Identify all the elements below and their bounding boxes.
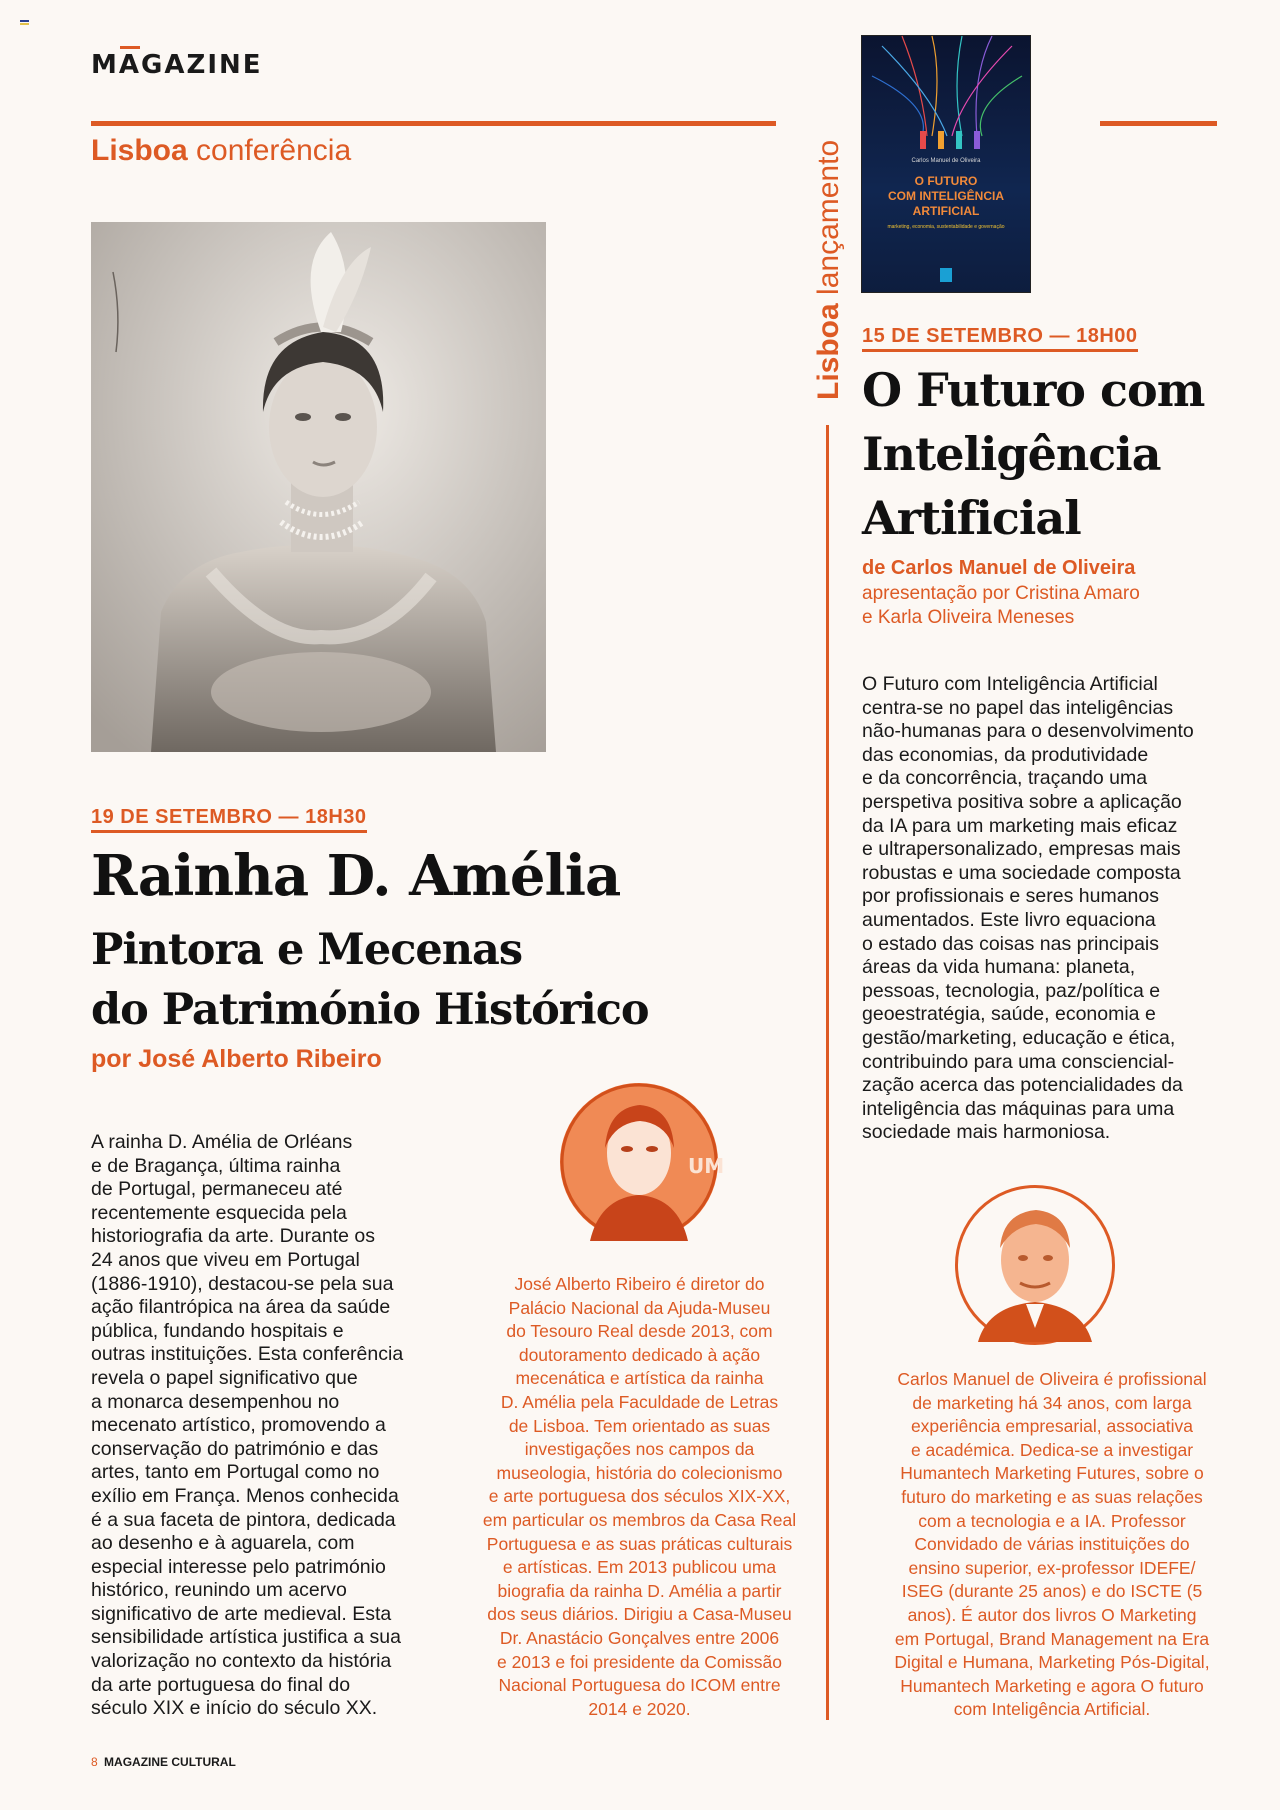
bio-line: Humantech Marketing e agora O futuro bbox=[900, 1675, 1204, 1696]
bio-line: Humantech Marketing Futures, sobre o bbox=[900, 1463, 1204, 1484]
description-line: zação acerca das potencialidades da bbox=[862, 1074, 1183, 1097]
section-city: Lisboa bbox=[812, 303, 845, 400]
description-line: século XIX e início do século XX. bbox=[91, 1697, 378, 1720]
book-cover-title-line: ARTIFICIAL bbox=[912, 204, 980, 218]
presenters-line: apresentação por Cristina Amaro bbox=[862, 583, 1140, 604]
description-line: outras instituições. Esta conferência bbox=[91, 1343, 404, 1366]
bio-line: mecenática e artística da rainha bbox=[515, 1368, 764, 1389]
bio-line: do Tesouro Real desde 2013, com bbox=[506, 1321, 773, 1342]
bio-line: ensino superior, ex-professor IDEFE/ bbox=[908, 1557, 1196, 1578]
bio-line: D. Amélia pela Faculdade de Letras bbox=[500, 1391, 779, 1412]
author-bio bbox=[857, 1368, 1247, 1722]
description-line: significativo de arte medieval. Esta bbox=[91, 1602, 392, 1625]
section-city: Lisboa bbox=[91, 134, 188, 167]
portrait-photo-queen-amelia bbox=[91, 222, 546, 752]
description-line: histórico, reunindo um acervo bbox=[91, 1579, 347, 1602]
bio-line: dos seus diários. Dirigiu a Casa-Museu bbox=[487, 1604, 792, 1625]
logo-accent-letter: A bbox=[118, 50, 141, 80]
description-line: perspetiva positiva sobre a aplicação bbox=[862, 790, 1182, 813]
bio-line: com Inteligência Artificial. bbox=[953, 1699, 1151, 1720]
description-line: não-humanas para o desenvolvimento bbox=[862, 720, 1194, 743]
description-line: aumentados. Este livro equaciona bbox=[862, 908, 1156, 931]
description-line: A rainha D. Amélia de Orléans bbox=[91, 1131, 353, 1153]
bio-line: Carlos Manuel de Oliveira é profissional bbox=[897, 1369, 1207, 1389]
book-cover-title-line: COM INTELIGÊNCIA bbox=[888, 189, 1004, 203]
bio-line: ISEG (durante 25 anos) e do ISCTE (5 bbox=[901, 1581, 1203, 1602]
speaker-byline: por José Alberto Ribeiro bbox=[91, 1045, 382, 1073]
description-line: mecenato artístico, promovendo a bbox=[91, 1414, 386, 1437]
description-line: gestão/marketing, educação e ética, bbox=[862, 1026, 1176, 1049]
description-line: sensibilidade artística justifica a sua bbox=[91, 1626, 401, 1649]
description-line: por profissionais e seres humanos bbox=[862, 885, 1159, 908]
author-photo-carlos-manuel-de-oliveira bbox=[955, 1185, 1115, 1345]
book-cover-subtitle: marketing, economia, sustentabilidade e governação bbox=[887, 224, 1005, 230]
bio-line: com a tecnologia e a IA. Professor bbox=[918, 1510, 1186, 1531]
description-line: da IA para um marketing mais eficaz bbox=[862, 814, 1178, 837]
bio-line: de marketing há 34 anos, com larga bbox=[912, 1392, 1192, 1413]
bio-line: em Portugal, Brand Management na Era bbox=[894, 1628, 1210, 1649]
bio-line: investigações nos campos da bbox=[524, 1439, 755, 1460]
section-type: conferência bbox=[196, 134, 352, 167]
book-presenters bbox=[862, 582, 1140, 630]
description-line: inteligência das máquinas para uma bbox=[862, 1097, 1175, 1120]
bio-line: e arte portuguesa dos séculos XIX-XX, bbox=[488, 1486, 791, 1507]
description-line: pessoas, tecnologia, paz/política e bbox=[862, 979, 1161, 1002]
description-line: conservação do património e das bbox=[91, 1437, 379, 1460]
bio-line: doutoramento dedicado à ação bbox=[518, 1344, 761, 1365]
bio-line: em particular os membros da Casa Real bbox=[482, 1509, 797, 1530]
bio-line: Palácio Nacional da Ajuda-Museu bbox=[508, 1297, 771, 1318]
description-line: e de Bragança, última rainha bbox=[91, 1154, 341, 1177]
description-line: geoestratégia, saúde, economia e bbox=[862, 1003, 1156, 1026]
description-line: da arte portuguesa do final do bbox=[91, 1673, 351, 1696]
description-line: é a sua faceta de pintora, dedicada bbox=[91, 1508, 396, 1531]
book-title bbox=[862, 358, 1204, 550]
book-cover bbox=[862, 36, 1030, 292]
bio-line: Digital e Humana, Marketing Pós-Digital, bbox=[894, 1652, 1210, 1673]
description-line: áreas da vida humana: planeta, bbox=[862, 956, 1136, 979]
flag-mark-icon bbox=[20, 20, 29, 27]
bio-line: Dr. Anastácio Gonçalves entre 2006 bbox=[499, 1627, 780, 1648]
description-line: robustas e uma sociedade composta bbox=[862, 861, 1181, 884]
bio-line: e 2013 e foi presidente da Comissão bbox=[496, 1651, 783, 1672]
book-launch-date: 15 DE SETEMBRO — 18H00 bbox=[862, 325, 1138, 352]
bio-line: biografia da rainha D. Amélia a partir bbox=[497, 1580, 782, 1601]
top-rule-right bbox=[1100, 121, 1217, 126]
bio-line: Portuguesa e as suas práticas culturais bbox=[486, 1533, 793, 1554]
bio-line: experiência empresarial, associativa bbox=[910, 1416, 1194, 1437]
description-line: 24 anos que viveu em Portugal bbox=[91, 1248, 360, 1271]
description-line: especial interesse pelo património bbox=[91, 1555, 386, 1578]
bio-line: e artísticas. Em 2013 publicou uma bbox=[502, 1557, 777, 1578]
description-line: ação filantrópica na área da saúde bbox=[91, 1296, 391, 1319]
description-line: e da concorrência, traçando uma bbox=[862, 767, 1148, 790]
page-number: 8 bbox=[91, 1755, 98, 1769]
bio-line: Nacional Portuguesa do ICOM entre bbox=[498, 1675, 781, 1696]
book-title-line: Inteligência bbox=[862, 427, 1161, 481]
bio-line: Convidado de várias instituições do bbox=[914, 1534, 1190, 1555]
description-line: ao desenho e à aguarela, com bbox=[91, 1532, 355, 1555]
description-line: valorização no contexto da história bbox=[91, 1650, 392, 1673]
description-line: sociedade mais harmoniosa. bbox=[862, 1121, 1111, 1144]
description-line: (1886-1910), destacou-se pela sua bbox=[91, 1272, 394, 1295]
page-footer bbox=[91, 1755, 236, 1769]
description-line: centra-se no papel das inteligências bbox=[862, 696, 1174, 719]
book-title-line: O Futuro com bbox=[862, 363, 1205, 417]
event-date: 19 DE SETEMBRO — 18H30 bbox=[91, 806, 367, 833]
description-line: das economias, da produtividade bbox=[862, 743, 1149, 766]
description-line: de Portugal, permaneceu até bbox=[91, 1178, 343, 1201]
magazine-logo[interactable]: MAGAZINE bbox=[91, 50, 263, 80]
book-author: de Carlos Manuel de Oliveira bbox=[862, 557, 1136, 579]
subtitle-line: Pintora e Mecenas bbox=[91, 925, 523, 975]
section-heading-conference bbox=[91, 134, 351, 168]
event-title: Rainha D. Amélia bbox=[91, 843, 621, 909]
description-line: exílio em França. Menos conhecida bbox=[91, 1484, 399, 1507]
speaker-photo-jose-alberto-ribeiro bbox=[560, 1083, 725, 1241]
subtitle-line: do Património Histórico bbox=[91, 985, 649, 1035]
bio-line: futuro do marketing e as suas relações bbox=[901, 1486, 1203, 1507]
presenters-line: e Karla Oliveira Meneses bbox=[862, 607, 1075, 628]
description-line: e ultrapersonalizado, empresas mais bbox=[862, 838, 1181, 861]
speaker-bio bbox=[462, 1273, 817, 1721]
description-line: o estado das coisas nas principais bbox=[862, 932, 1160, 955]
publisher-logo-icon bbox=[940, 268, 952, 282]
description-line: recentemente esquecida pela bbox=[91, 1201, 347, 1224]
bio-line: anos). É autor dos livros O Marketing bbox=[907, 1604, 1197, 1625]
publication-name: MAGAZINE CULTURAL bbox=[104, 1755, 236, 1769]
vertical-divider bbox=[826, 425, 829, 1720]
event-description bbox=[91, 1131, 451, 1721]
bio-line: de Lisboa. Tem orientado as suas bbox=[508, 1415, 771, 1436]
book-title-line: Artificial bbox=[862, 491, 1081, 545]
book-description bbox=[862, 673, 1232, 1145]
bio-line: 2014 e 2020. bbox=[588, 1698, 691, 1719]
bio-line: e académica. Dedica-se a investigar bbox=[910, 1439, 1194, 1460]
svg-text:UM: UM bbox=[688, 1154, 725, 1178]
bio-line: José Alberto Ribeiro é diretor do bbox=[514, 1274, 765, 1294]
description-line: contribuindo para uma consciencial- bbox=[862, 1050, 1175, 1073]
description-line: revela o papel significativo que bbox=[91, 1366, 358, 1389]
event-subtitle bbox=[91, 920, 649, 1040]
book-cover-title-line: O FUTURO bbox=[914, 174, 978, 188]
description-line: historiografia da arte. Durante os bbox=[91, 1225, 375, 1248]
section-type: lançamento bbox=[812, 139, 845, 295]
description-line: O Futuro com Inteligência Artificial bbox=[862, 673, 1158, 695]
description-line: a monarca desempenhou no bbox=[91, 1390, 340, 1413]
description-line: pública, fundando hospitais e bbox=[91, 1319, 344, 1342]
book-cover-author: Carlos Manuel de Oliveira bbox=[911, 158, 981, 164]
description-line: artes, tanto em Portugal como no bbox=[91, 1461, 380, 1484]
bio-line: museologia, história do colecionismo bbox=[496, 1462, 783, 1483]
book-cover-art bbox=[862, 36, 1030, 156]
section-heading-launch bbox=[812, 140, 846, 400]
top-rule-left bbox=[91, 121, 776, 126]
